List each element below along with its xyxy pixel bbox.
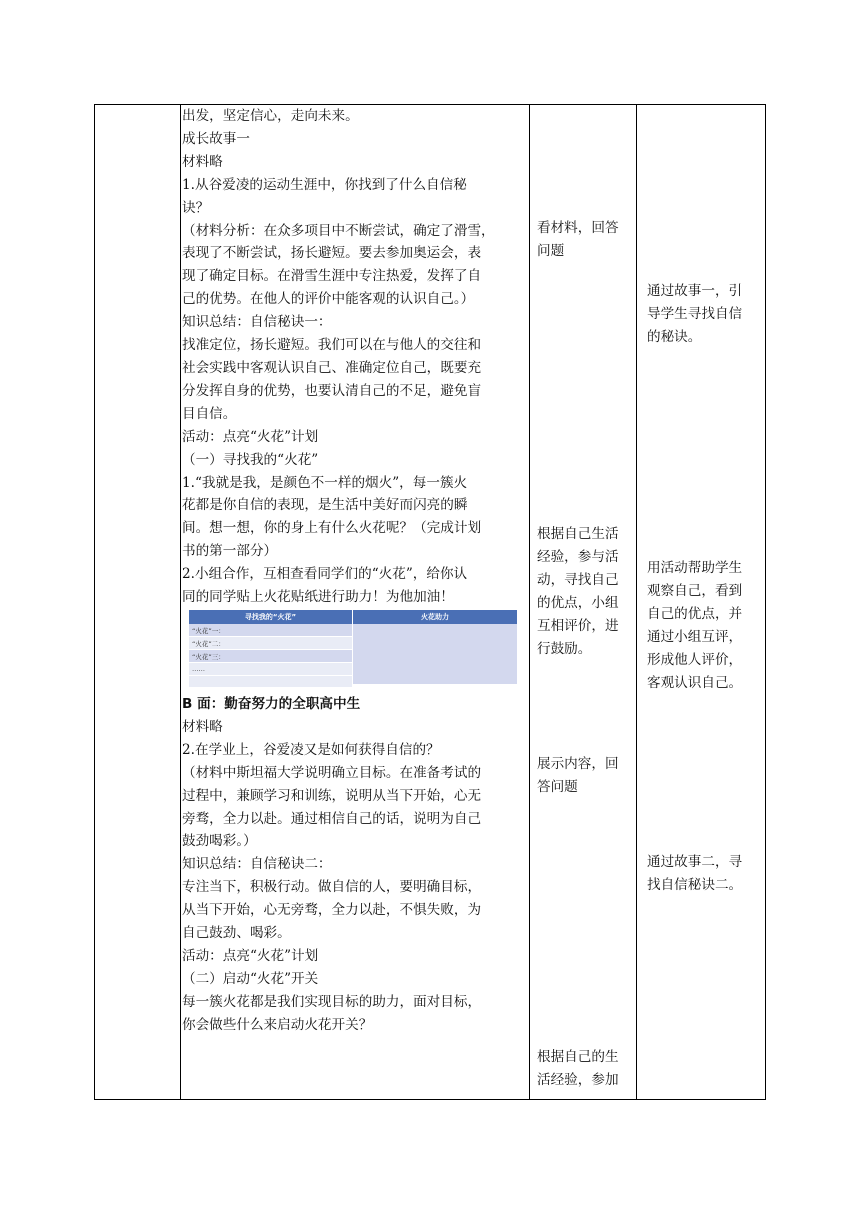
intent-line: 客观认识自己。 bbox=[647, 675, 743, 691]
content-line: 活动：点亮“火花”计划 bbox=[182, 428, 319, 445]
section-heading: B 面：勤奋努力的全职高中生 bbox=[182, 696, 361, 712]
content-line: （二）启动“火花”开关 bbox=[182, 970, 319, 987]
content-line: 专注当下，积极行动。做自信的人，要明确目标， bbox=[182, 879, 482, 896]
teaching-content-column bbox=[182, 105, 528, 609]
content-line: 材料略 bbox=[182, 153, 223, 170]
content-line: 知识总结：自信秘诀一： bbox=[182, 314, 332, 331]
content-line: 找准定位，扬长避短。我们可以在与他人的交往和 bbox=[182, 337, 482, 354]
intent-line: 的秘诀。 bbox=[647, 329, 702, 345]
content-line: 材料略 bbox=[182, 718, 223, 735]
intent-line: 通过故事二，寻 bbox=[647, 854, 743, 870]
plan-header-right: 火花助力 bbox=[352, 610, 517, 624]
student-line: 展示内容，回 bbox=[537, 756, 619, 772]
content-line: 目自信。 bbox=[182, 405, 237, 422]
content-line: 成长故事一 bbox=[182, 130, 250, 147]
content-line: 现了确定目标。在滑雪生涯中专注热爱，发挥了自 bbox=[182, 268, 482, 285]
content-line: 分发挥自身的优势，也要认清自己的不足，避免盲 bbox=[182, 382, 482, 399]
student-line: 互相评价，进 bbox=[537, 618, 619, 634]
plan-row: “火花”二： bbox=[189, 637, 352, 650]
plan-row: “火花”三： bbox=[189, 650, 352, 663]
plan-help-area bbox=[352, 624, 517, 684]
student-line: 根据自己生活 bbox=[537, 526, 619, 542]
intent-line: 用活动帮助学生 bbox=[647, 560, 743, 576]
intent-line: 导学生寻找自信 bbox=[647, 306, 743, 322]
student-activity-3 bbox=[537, 753, 633, 799]
content-line: （材料分析：在众多项目中不断尝试，确定了滑雪， bbox=[182, 222, 495, 239]
column-divider bbox=[180, 105, 181, 1099]
content-line: 每一簇火花都是我们实现目标的助力，面对目标， bbox=[182, 993, 482, 1010]
column-divider bbox=[529, 105, 530, 1099]
student-line: 的优点，小组 bbox=[537, 595, 619, 611]
content-line: 2.在学业上，谷爱凌又是如何获得自信的？ bbox=[182, 741, 440, 758]
content-line: 书的第一部分） bbox=[182, 543, 278, 560]
content-line: 旁骛，全力以赴。通过相信自己的话，说明为自己 bbox=[182, 810, 482, 827]
content-line: 己的优势。在他人的评价中能客观的认识自己。） bbox=[182, 291, 475, 308]
content-line: 活动：点亮“火花”计划 bbox=[182, 947, 319, 964]
content-line: （一）寻找我的“火花” bbox=[182, 451, 319, 468]
design-intent-1 bbox=[647, 280, 759, 349]
intent-line: 找自信秘诀二。 bbox=[647, 877, 743, 893]
content-line: 同的同学贴上火花贴纸进行助力！为他加油！ bbox=[182, 589, 454, 606]
content-line: 社会实践中客观认识自己、准确定位自己，既要充 bbox=[182, 359, 482, 376]
content-line: 花都是你自信的表现，是生活中美好而闪亮的瞬 bbox=[182, 497, 468, 514]
design-intent-2 bbox=[647, 557, 759, 695]
student-line: 看材料，回答 bbox=[537, 220, 619, 236]
content-line: 出发，坚定信心，走向未来。 bbox=[182, 108, 359, 124]
content-line: 你会做些什么来启动火花开关？ bbox=[182, 1016, 373, 1033]
content-line: 1.从谷爱凌的运动生涯中，你找到了什么自信秘 bbox=[182, 176, 467, 193]
content-line: 自己鼓劲、喝彩。 bbox=[182, 925, 291, 942]
student-activity-1 bbox=[537, 217, 633, 263]
plan-row: “火花”一： bbox=[189, 624, 352, 637]
intent-line: 自己的优点，并 bbox=[647, 606, 743, 622]
teaching-content-column-b bbox=[182, 693, 528, 1037]
student-activity-2 bbox=[537, 523, 633, 661]
student-line: 行鼓励。 bbox=[537, 641, 592, 657]
student-line: 活经验，参加 bbox=[537, 1072, 619, 1088]
content-line: 过程中，兼顾学习和训练，说明从当下开始，心无 bbox=[182, 787, 482, 804]
student-line: 问题 bbox=[537, 243, 565, 259]
student-line: 答问题 bbox=[537, 779, 578, 795]
content-line: 鼓劲喝彩。） bbox=[182, 833, 257, 850]
content-line: 从当下开始，心无旁骛，全力以赴，不惧失败，为 bbox=[182, 902, 482, 919]
lesson-plan-table bbox=[94, 104, 766, 1100]
content-line: 1.“我就是我，是颜色不一样的烟火”，每一簇火 bbox=[182, 474, 468, 491]
student-line: 动，寻找自己 bbox=[537, 572, 619, 588]
intent-line: 通过故事一，引 bbox=[647, 283, 743, 299]
content-line: 2.小组合作，互相查看同学们的“火花”，给你认 bbox=[182, 566, 468, 583]
intent-line: 观察自己，看到 bbox=[647, 583, 743, 599]
content-line: （材料中斯坦福大学说明确立目标。在准备考试的 bbox=[182, 764, 482, 781]
plan-row: …… bbox=[189, 663, 352, 676]
student-line: 经验，参与活 bbox=[537, 549, 619, 565]
spark-plan-image bbox=[189, 610, 517, 684]
content-line: 知识总结：自信秘诀二： bbox=[182, 856, 332, 873]
intent-line: 形成他人评价， bbox=[647, 652, 743, 668]
intent-line: 通过小组互评， bbox=[647, 629, 743, 645]
student-activity-4 bbox=[537, 1046, 633, 1092]
content-line: 间。想一想，你的身上有什么火花呢？（完成计划 bbox=[182, 520, 482, 537]
plan-header-left: 寻找我的“火花” bbox=[244, 613, 297, 621]
design-intent-3 bbox=[647, 851, 759, 897]
column-divider bbox=[636, 105, 637, 1099]
content-line: 诀？ bbox=[182, 199, 210, 216]
content-line: 表现了不断尝试，扬长避短。要去参加奥运会，表 bbox=[182, 245, 482, 262]
student-line: 根据自己的生 bbox=[537, 1049, 619, 1065]
